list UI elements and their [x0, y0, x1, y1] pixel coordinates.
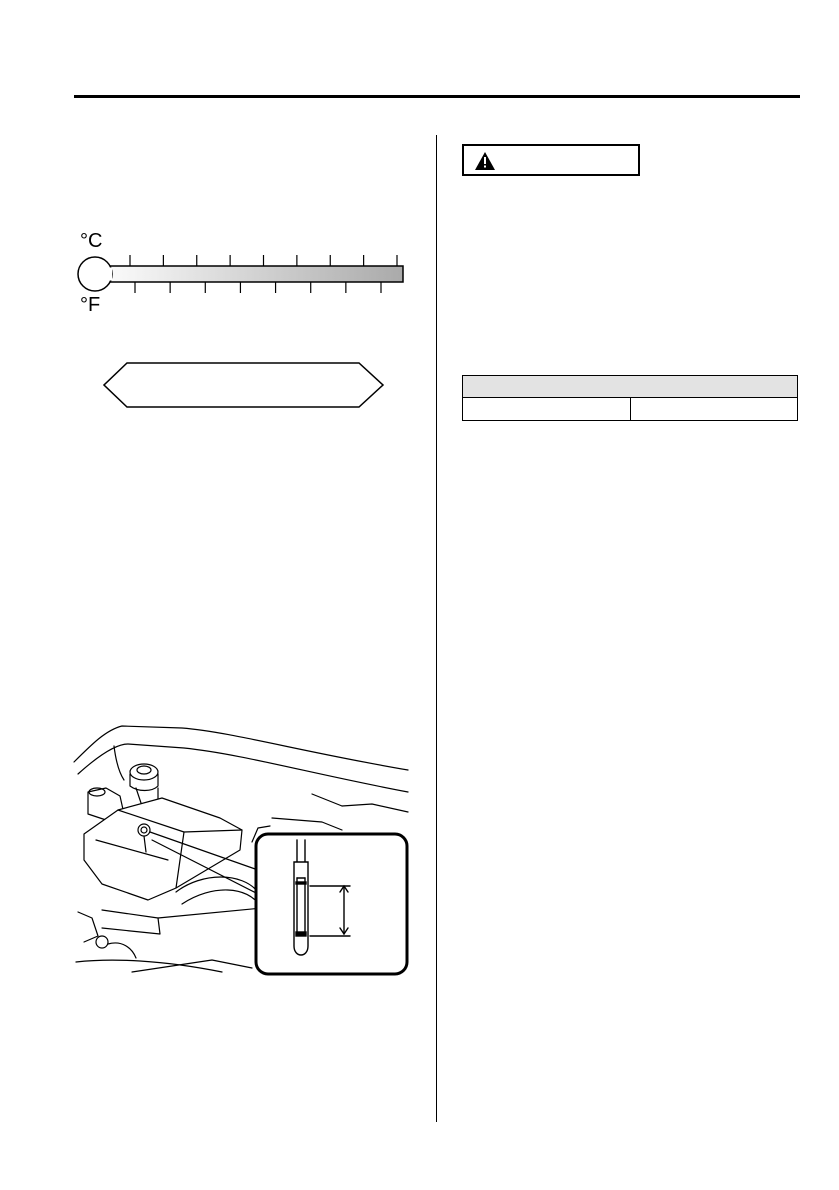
spec-table-cell — [631, 398, 797, 420]
engine-compartment-illustration — [72, 722, 412, 980]
spec-table-header — [463, 376, 797, 398]
spec-table-cell — [463, 398, 631, 420]
warning-header-box — [462, 144, 640, 176]
celsius-ticks — [130, 255, 397, 266]
celsius-unit-label: °C — [80, 230, 103, 252]
column-divider — [436, 135, 437, 1122]
spec-table — [462, 375, 798, 421]
fahrenheit-ticks — [135, 282, 381, 293]
fahrenheit-unit-label: °F — [80, 294, 101, 316]
hexagon-label — [103, 362, 385, 408]
warning-triangle-icon — [474, 151, 496, 171]
thermometer-graphic — [72, 225, 412, 295]
header-rule — [74, 95, 800, 98]
spec-table-row — [463, 398, 797, 420]
thermometer-tube — [92, 266, 403, 282]
dipstick-callout — [256, 834, 407, 974]
